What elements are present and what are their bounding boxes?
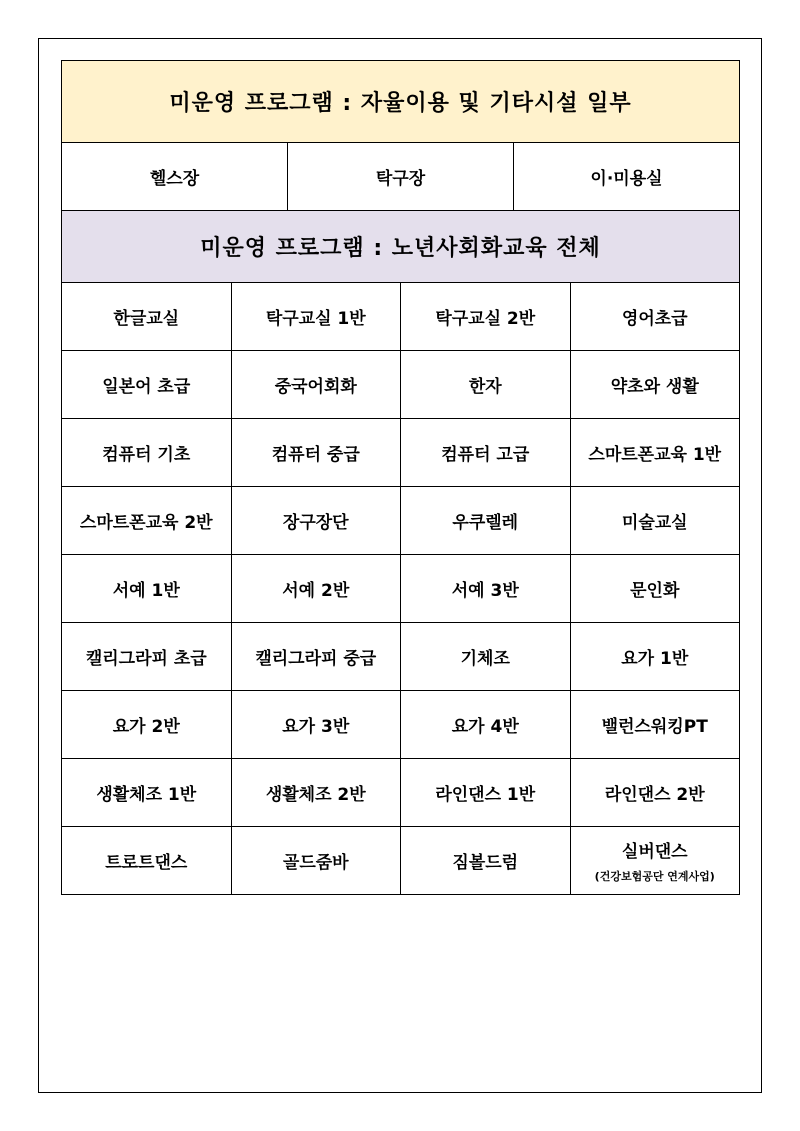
facility-cell: 이·미용실 [514,143,740,211]
program-cell: 컴퓨터 기초 [62,419,232,487]
program-cell: 미술교실 [570,487,740,555]
table-row [62,691,740,759]
program-cell: 스마트폰교육 1반 [570,419,740,487]
program-cell: 장구장단 [231,487,401,555]
program-cell: 요가 4반 [401,691,571,759]
table-row [62,487,740,555]
program-cell: 약초와 생활 [570,351,740,419]
section-1-title: 미운영 프로그램 : 자율이용 및 기타시설 일부 [62,61,740,143]
program-tables [61,60,740,895]
program-cell: 문인화 [570,555,740,623]
program-cell: 한자 [401,351,571,419]
program-cell: 컴퓨터 중급 [231,419,401,487]
program-cell-with-note [570,827,740,895]
program-cell: 탁구교실 1반 [231,283,401,351]
section-2-title: 미운영 프로그램 : 노년사회화교육 전체 [62,211,740,283]
program-cell: 요가 1반 [570,623,740,691]
facility-table [61,60,740,211]
program-cell: 밸런스워킹PT [570,691,740,759]
program-cell: 트로트댄스 [62,827,232,895]
program-cell: 한글교실 [62,283,232,351]
program-cell: 생활체조 1반 [62,759,232,827]
program-cell: 라인댄스 2반 [570,759,740,827]
table-row [62,827,740,895]
education-table [61,210,740,895]
table-row [62,555,740,623]
program-cell: 컴퓨터 고급 [401,419,571,487]
program-cell: 영어초급 [570,283,740,351]
program-cell: 캘리그라피 초급 [62,623,232,691]
program-cell: 라인댄스 1반 [401,759,571,827]
facility-cell: 탁구장 [288,143,514,211]
program-cell: 기체조 [401,623,571,691]
program-name: 실버댄스 [621,842,688,862]
program-cell: 중국어회화 [231,351,401,419]
program-cell: 서예 1반 [62,555,232,623]
program-cell: 탁구교실 2반 [401,283,571,351]
table-row [62,759,740,827]
program-cell: 요가 2반 [62,691,232,759]
table-row [62,419,740,487]
table-row [62,351,740,419]
program-cell: 일본어 초급 [62,351,232,419]
program-cell: 서예 3반 [401,555,571,623]
facility-cell: 헬스장 [62,143,288,211]
table-row [62,623,740,691]
program-cell: 골드줌바 [231,827,401,895]
program-cell: 서예 2반 [231,555,401,623]
program-cell: 스마트폰교육 2반 [62,487,232,555]
program-cell: 짐볼드럼 [401,827,571,895]
program-cell: 요가 3반 [231,691,401,759]
program-note: (건강보험공단 연계사업) [594,870,715,883]
program-cell: 생활체조 2반 [231,759,401,827]
program-cell: 우쿠렐레 [401,487,571,555]
table-row [62,283,740,351]
program-cell: 캘리그라피 중급 [231,623,401,691]
